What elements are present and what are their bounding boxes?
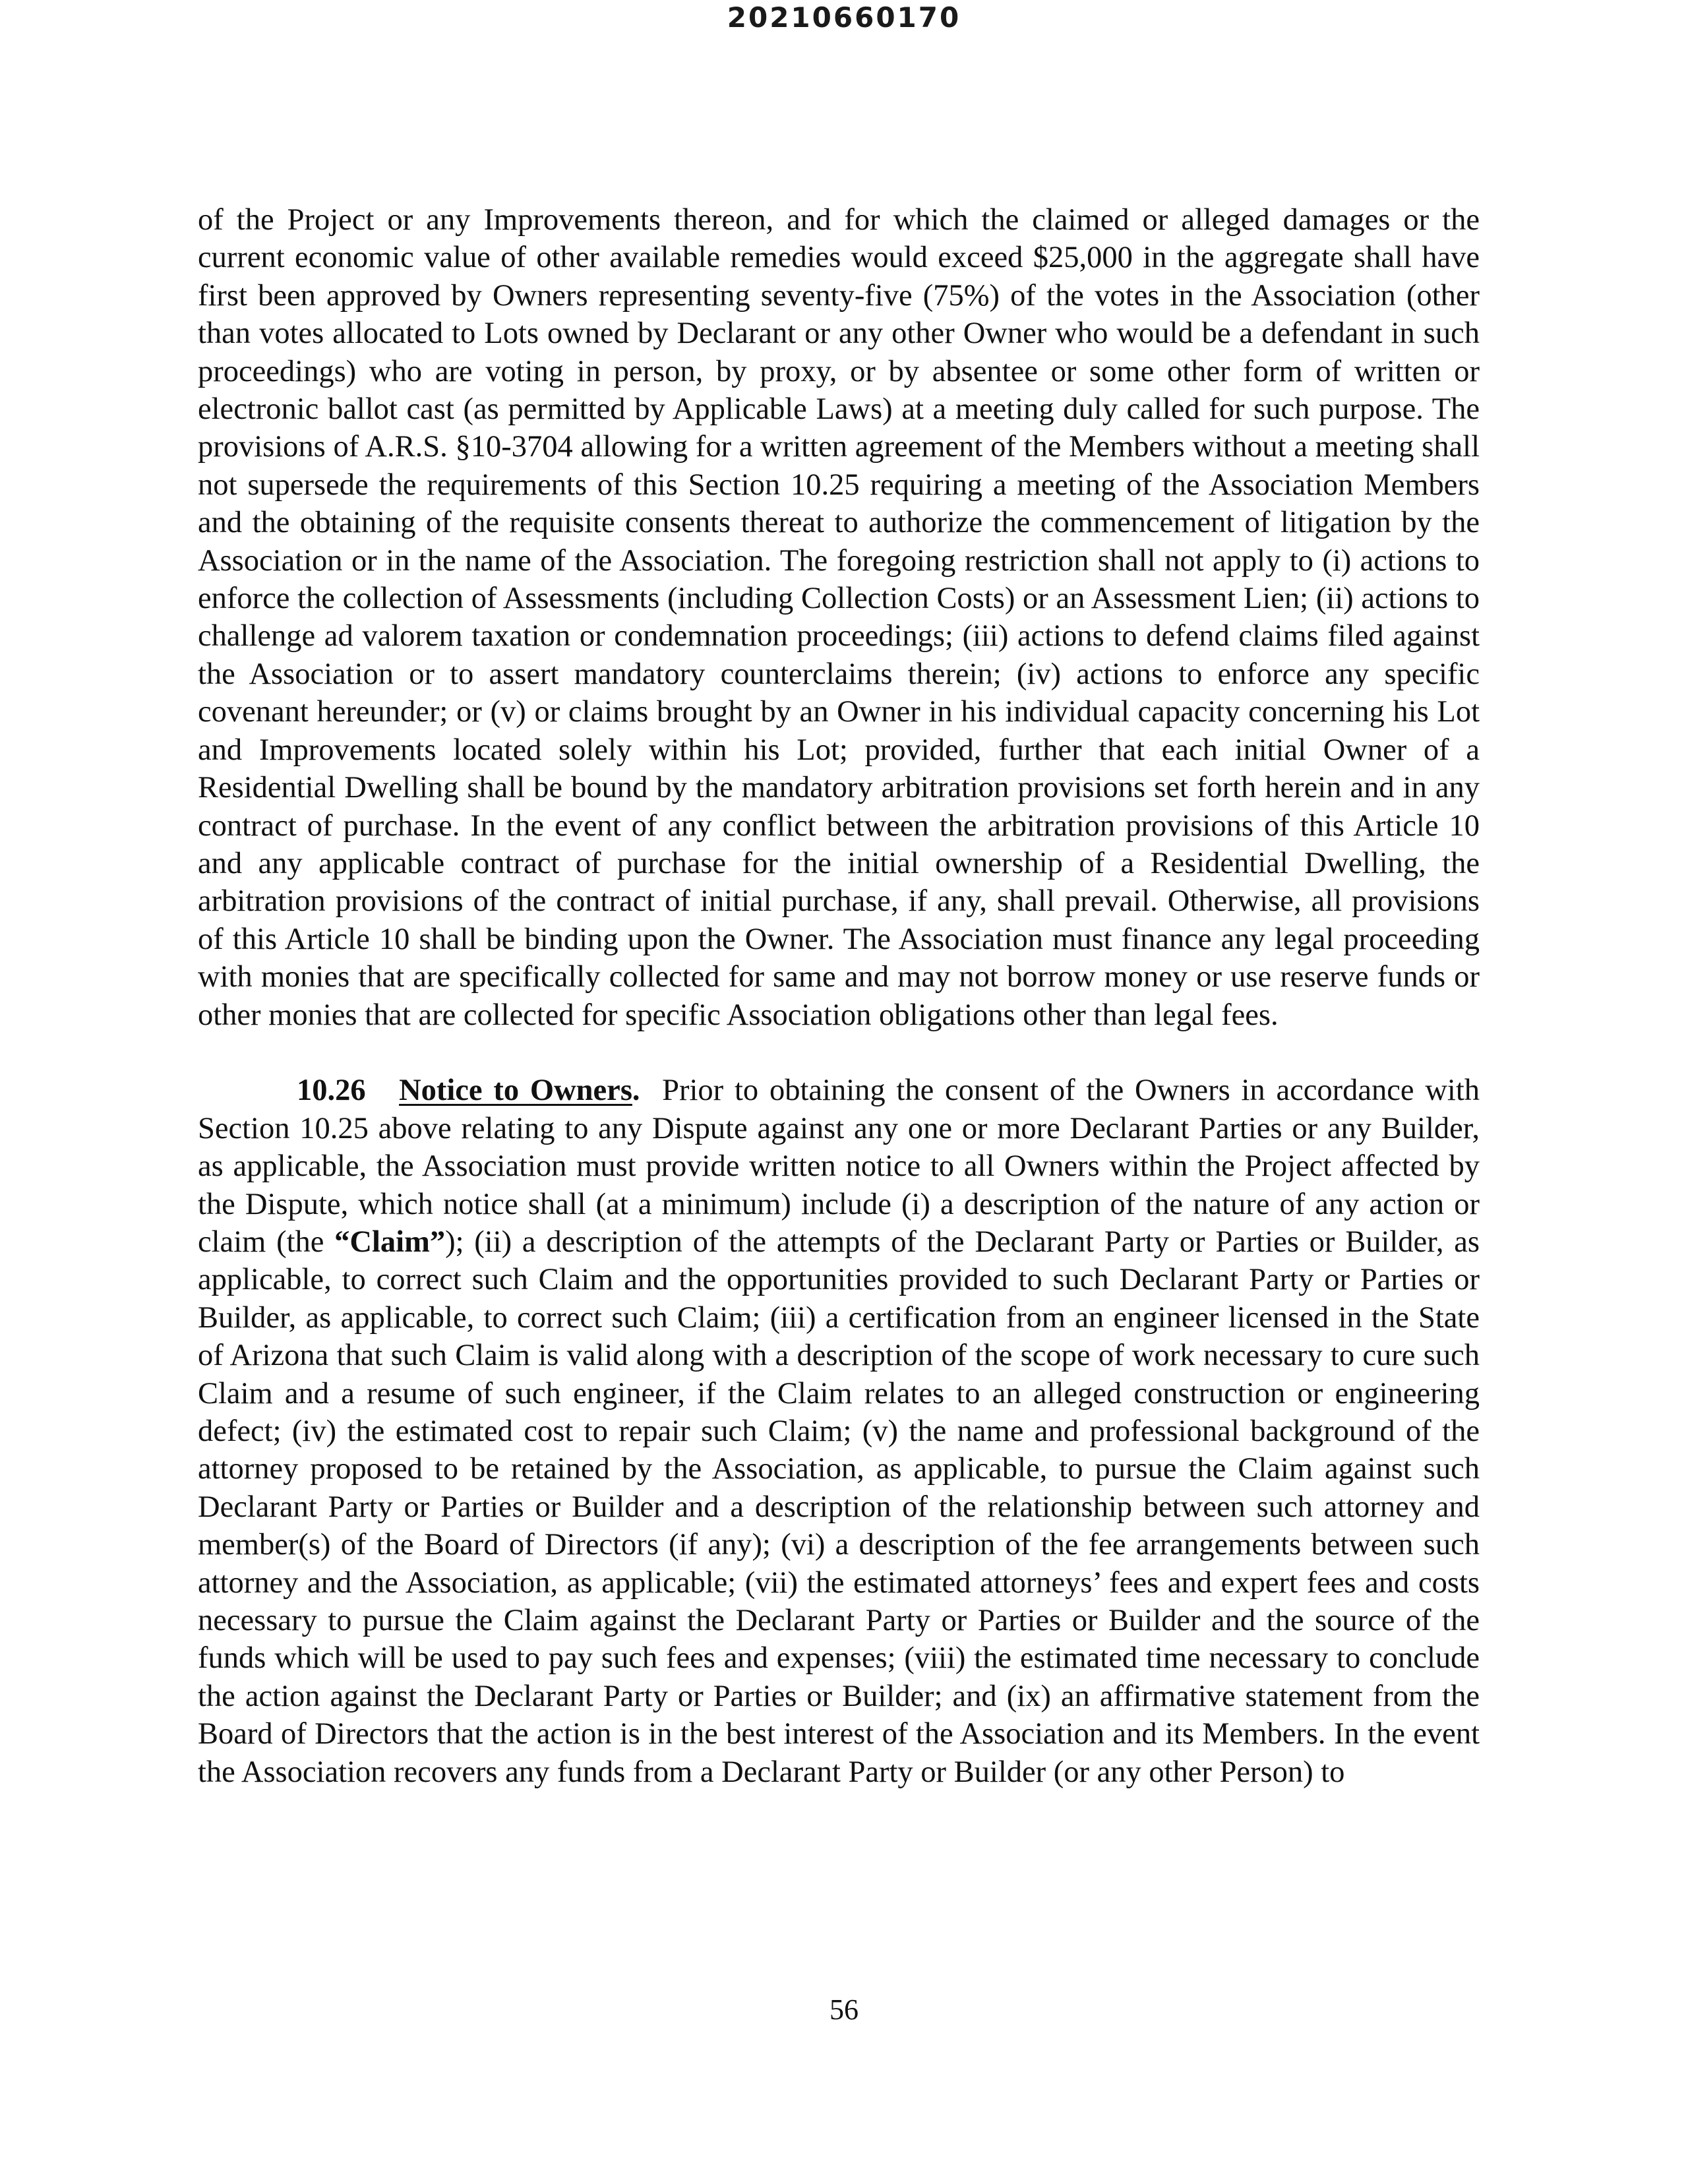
- section-number: 10.26: [297, 1074, 366, 1108]
- page-number: 56: [829, 1993, 859, 2026]
- recording-number: 20210660170: [727, 1, 961, 34]
- section-text-intro: Prior to obtaining the consent of the Owners in accordance with Section 10.25 above relating to any Dispute against any one or more Declarant Parties or any Builder, as applicable, the Association must provide written notice to all Owners within the Project affected by the Dispute, which notice shall (at a minimum) include (i) a description of the nature of any action or claim (the: [198, 1074, 1480, 1259]
- section-10-26-paragraph: [198, 1072, 1480, 1791]
- section-title: Notice to Owners: [399, 1074, 632, 1108]
- document-body: [198, 201, 1480, 1791]
- continuation-paragraph: of the Project or any Improvements thereon, and for which the claimed or alleged damages or the current economic value of other available remedies would exceed $25,000 in the aggregate shall have first been approved by Owners representing seventy-five (75%) of the votes in the Association (other than votes allocated to Lots owned by Declarant or any other Owner who would be a defendant in such proceedings) who are voting in person, by proxy, or by absentee or some other form of written or electronic ballot cast (as permitted by Applicable Laws) at a meeting duly called for such purpose. The provisions of A.R.S. §10-3704 allowing for a written agreement of the Members without a meeting shall not supersede the requirements of this Section 10.25 requiring a meeting of the Association Members and the obtaining of the requisite consents thereat to authorize the commencement of litigation by the Association or in the name of the Association. The foregoing restriction shall not apply to (i) actions to enforce the collection of Assessments (including Collection Costs) or an Assessment Lien; (ii) actions to challenge ad valorem taxation or condemnation proceedings; (iii) actions to defend claims filed against the Association or to assert mandatory counterclaims therein; (iv) actions to enforce any specific covenant hereunder; or (v) or claims brought by an Owner in his individual capacity concerning his Lot and Improvements located solely within his Lot; provided, further that each initial Owner of a Residential Dwelling shall be bound by the mandatory arbitration provisions set forth herein and in any contract of purchase. In the event of any conflict between the arbitration provisions of this Article 10 and any applicable contract of purchase for the initial ownership of a Residential Dwelling, the arbitration provisions of the contract of initial purchase, if any, shall prevail. Otherwise, all provisions of this Article 10 shall be binding upon the Owner. The Association must finance any legal proceeding with monies that are specifically collected for same and may not borrow money or use reserve funds or other monies that are collected for specific Association obligations other than legal fees.: [198, 203, 1480, 1032]
- defined-term-claim: “Claim”: [334, 1225, 446, 1259]
- section-title-punctuation: .: [632, 1074, 640, 1108]
- section-text-body: ); (ii) a description of the attempts of the Declarant Party or Parties or Builder, as applicable, to correct such Claim and the opportunities provided to such Declarant Party or Parties or Builder, as applicable, to correct such Claim; (iii) a certification from an engineer licensed in the State of Arizona that such Claim is valid along with a description of the scope of work necessary to cure such Claim and a resume of such engineer, if the Claim relates to an alleged construction or engineering defect; (iv) the estimated cost to repair such Claim; (v) the name and professional background of the attorney proposed to be retained by the Association, as applicable, to pursue the Claim against such Declarant Party or Parties or Builder and a description of the relationship between such attorney and member(s) of the Board of Directors (if any); (vi) a description of the fee arrangements between such attorney and the Association, as applicable; (vii) the estimated attorneys’ fees and expert fees and costs necessary to pursue the Claim against the Declarant Party or Parties or Builder and the source of the funds which will be used to pay such fees and expenses; (viii) the estimated time necessary to conclude the action against the Declarant Party or Parties or Builder; and (ix) an affirmative statement from the Board of Directors that the action is in the best interest of the Association and its Members. In the event the Association recovers any funds from a Declarant Party or Builder (or any other Person) to: [198, 1225, 1480, 1789]
